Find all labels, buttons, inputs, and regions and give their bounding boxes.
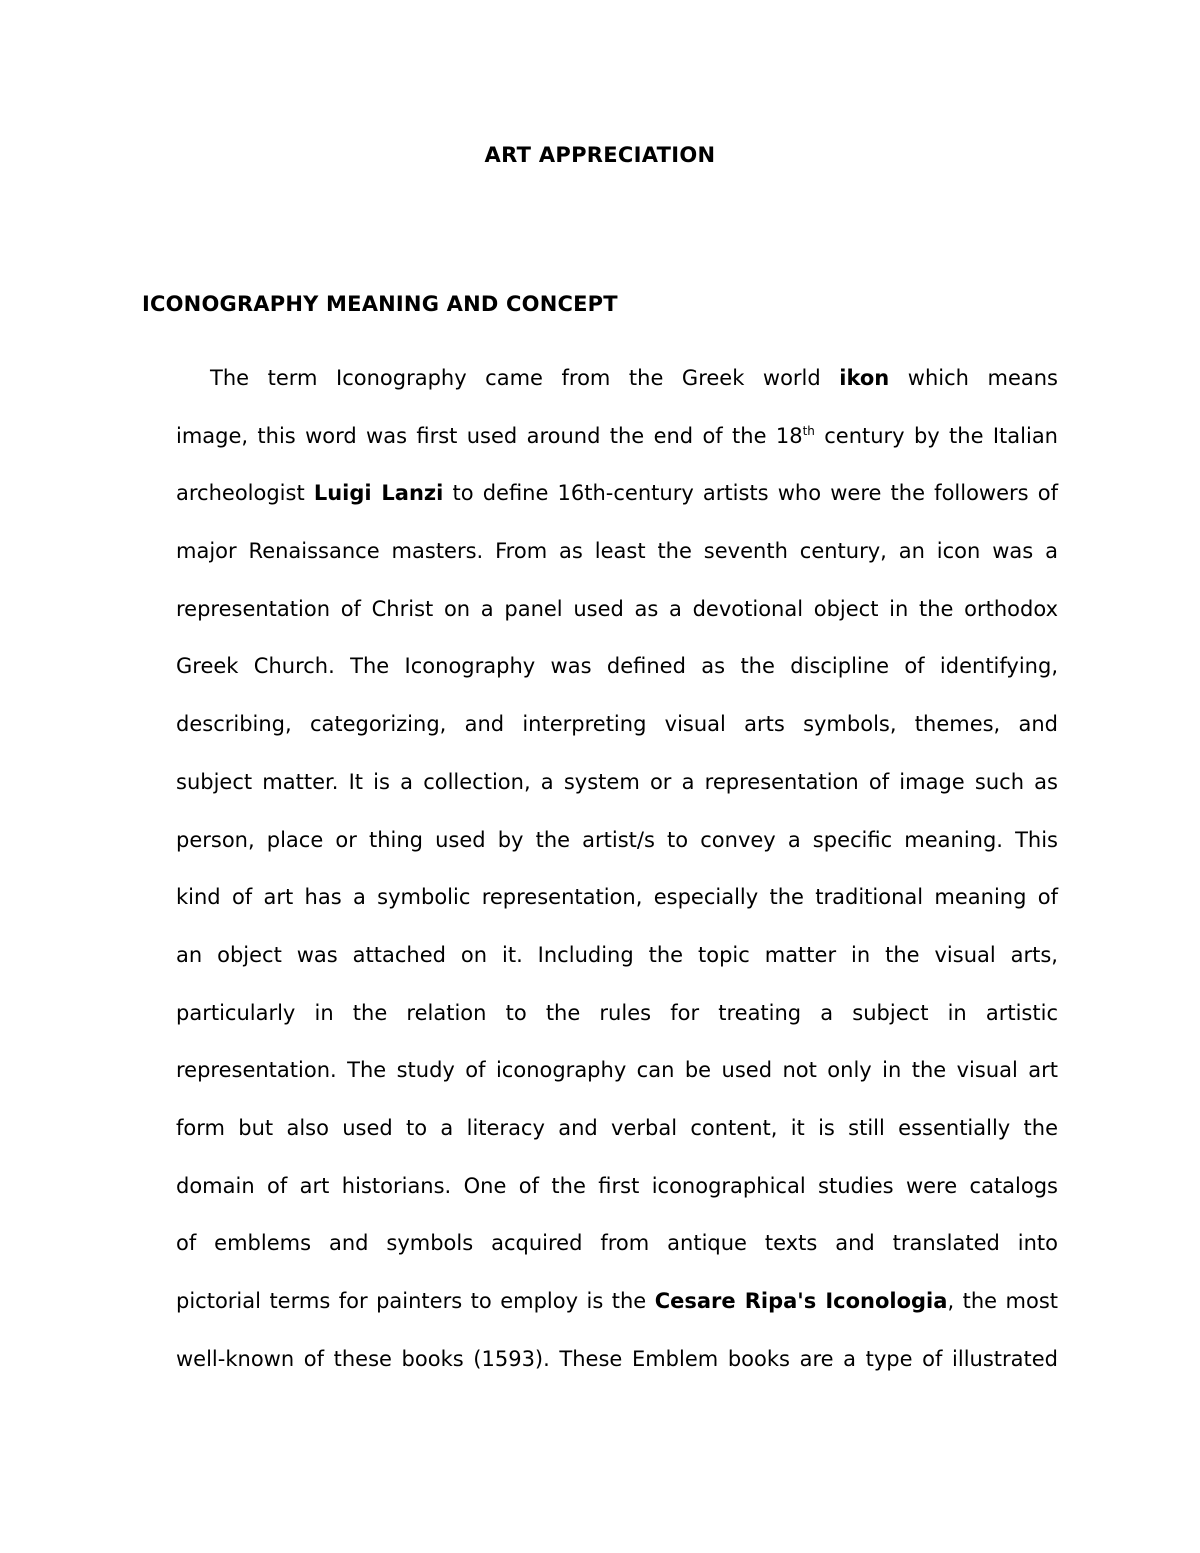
paragraph-line (176, 350, 1058, 408)
paragraph-line: major Renaissance masters. From as least the seventh century, an icon was a (176, 539, 1058, 564)
paragraph-line: subject matter. It is a collection, a system or a representation of image such as (176, 769, 1058, 794)
paragraph-line: form but also used to a literacy and verbal content, it is still essentially the (176, 1115, 1058, 1140)
paragraph-line: person, place or thing used by the artist/s to convey a specific meaning. This (176, 827, 1058, 852)
section-heading: ICONOGRAPHY MEANING AND CONCEPT (142, 292, 618, 316)
text-run: to define 16th-century artists who were the followers of (443, 481, 1058, 506)
paragraph-line: domain of art historians. One of the first iconographical studies were catalogs (176, 1173, 1058, 1198)
bold-term-luigi-lanzi: Luigi Lanzi (313, 481, 444, 506)
paragraph-line: particularly in the relation to the rules for treating a subject in artistic (176, 1000, 1058, 1025)
paragraph-line: of emblems and symbols acquired from antique texts and translated into (176, 1231, 1058, 1256)
paragraph-line: Greek Church. The Iconography was defined as the discipline of identifying, (176, 654, 1058, 679)
document-title: ART APPRECIATION (484, 143, 716, 167)
body-paragraph (176, 350, 1058, 1388)
text-run: which means (889, 366, 1058, 390)
paragraph-line (176, 465, 1058, 523)
text-run: archeologist (176, 481, 314, 506)
paragraph-line: representation. The study of iconography can be used not only in the visual art (176, 1058, 1058, 1083)
text-run: image, this word was first used around the end of the 18 (176, 423, 803, 448)
text-run: The term Iconography came from the Greek world (210, 366, 840, 390)
text-run: century by the Italian (814, 423, 1058, 448)
paragraph-line: representation of Christ on a panel used as a devotional object in the orthodox (176, 596, 1058, 621)
paragraph-line: well-known of these books (1593). These Emblem books are a type of illustrated (176, 1346, 1058, 1371)
paragraph-line: kind of art has a symbolic representation, especially the traditional meaning of (176, 885, 1058, 910)
paragraph-line (176, 408, 1058, 466)
superscript: th (802, 423, 815, 438)
paragraph-line: an object was attached on it. Including the topic matter in the visual arts, (176, 942, 1058, 967)
paragraph-line: describing, categorizing, and interpreting visual arts symbols, themes, and (176, 712, 1058, 737)
text-run: pictorial terms for painters to employ is the (176, 1289, 655, 1313)
text-run: , the most (947, 1289, 1059, 1313)
bold-term-ikon: ikon (839, 366, 890, 390)
paragraph-line (176, 1273, 1058, 1331)
bold-term-cesare-ripa: Cesare Ripa's Iconologia (654, 1289, 948, 1313)
